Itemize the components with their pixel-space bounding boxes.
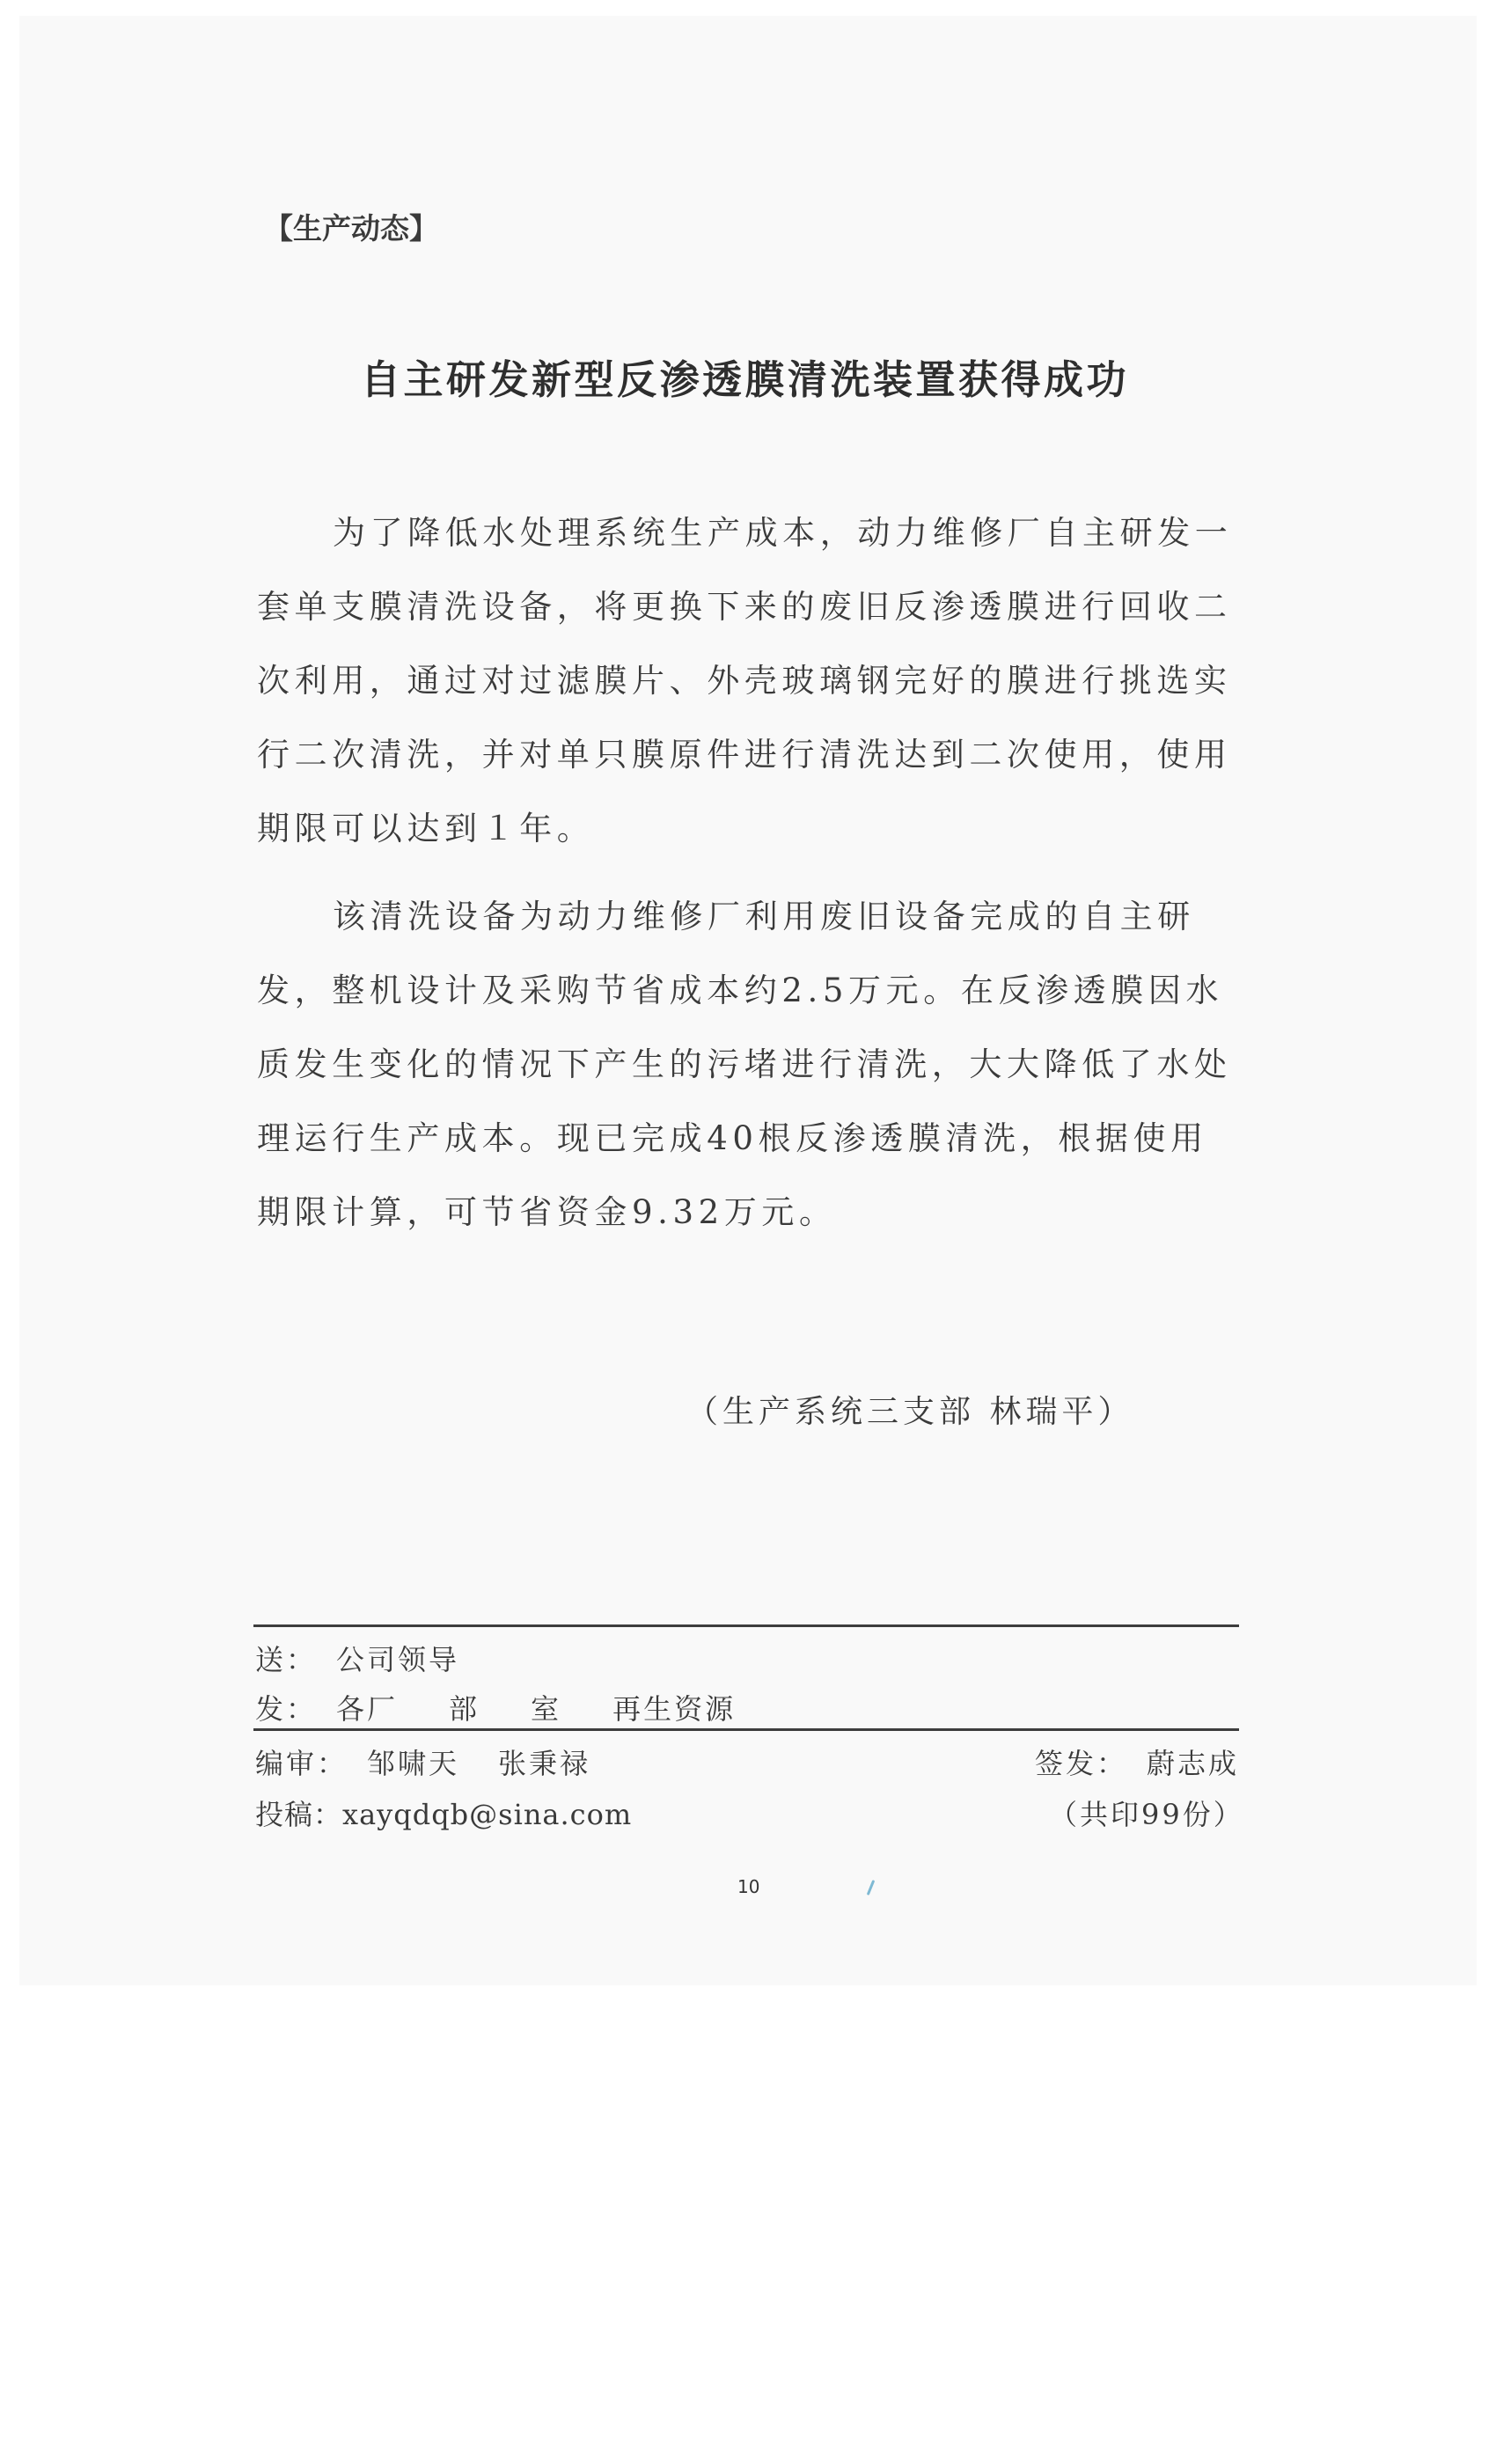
submission-line: [255, 1795, 632, 1834]
paragraph-line: 理运行生产成本。现已完成40根反渗透膜清洗，根据使用: [257, 1119, 1208, 1157]
signoff-name: 蔚志成: [1147, 1747, 1240, 1780]
distribute-recipient: 各厂: [336, 1692, 399, 1726]
editor-name: 张秉禄: [498, 1747, 591, 1780]
paragraph-line: 该清洗设备为动力维修厂利用废旧设备完成的自主研: [333, 898, 1195, 935]
paragraph-1: [257, 496, 1239, 866]
section-tag: 【生产动态】: [264, 211, 438, 246]
submission-email: xayqdqb@sina.com: [342, 1798, 633, 1831]
author-byline: （生产系统三支部 林瑞平）: [686, 1394, 1134, 1430]
signoff-label: 签发：: [1035, 1747, 1128, 1780]
page-number: 10: [737, 1876, 760, 1897]
send-recipient: 公司领导: [336, 1643, 460, 1676]
distribute-recipient: 室: [531, 1692, 562, 1726]
paragraph-line: 质发生变化的情况下产生的污堵进行清洗，大大降低了水处: [257, 1045, 1232, 1083]
distribute-label: 发：: [255, 1692, 318, 1726]
distribute-recipient: 再生资源: [612, 1692, 737, 1726]
send-to-line: [255, 1640, 459, 1679]
paragraph-line: 行二次清洗，并对单只膜原件进行清洗达到二次使用，使用: [257, 736, 1232, 774]
paragraph-line: 为了降低水处理系统生产成本，动力维修厂自主研发一: [333, 514, 1233, 552]
distribute-recipient: 部: [449, 1692, 480, 1726]
article-title: 自主研发新型反渗透膜清洗装置获得成功: [361, 356, 1130, 403]
paragraph-line: 期限可以达到１年。: [257, 810, 595, 847]
paragraph-line: 次利用，通过对过滤膜片、外壳玻璃钢完好的膜进行挑选实: [257, 662, 1232, 700]
print-copies: （共印99份）: [1049, 1798, 1244, 1831]
paragraph-line: 套单支膜清洗设备，将更换下来的废旧反渗透膜进行回收二: [257, 588, 1232, 626]
paragraph-line: 发，整机设计及采购节省成本约2.5万元。在反渗透膜因水: [257, 972, 1224, 1009]
footer-middle-rule: [253, 1728, 1239, 1731]
paragraph-line: 期限计算，可节省资金9.32万元。: [257, 1193, 837, 1231]
distribute-line: [255, 1690, 736, 1728]
send-label: 送：: [255, 1643, 318, 1676]
footer-top-rule: [253, 1624, 1239, 1627]
paragraph-2: [257, 880, 1239, 1250]
editors-label: 编审：: [255, 1747, 348, 1780]
signoff-line: [1035, 1744, 1239, 1783]
editor-name: 邹啸天: [367, 1747, 460, 1780]
submission-label: 投稿：: [255, 1798, 343, 1831]
editors-line: [255, 1744, 590, 1783]
